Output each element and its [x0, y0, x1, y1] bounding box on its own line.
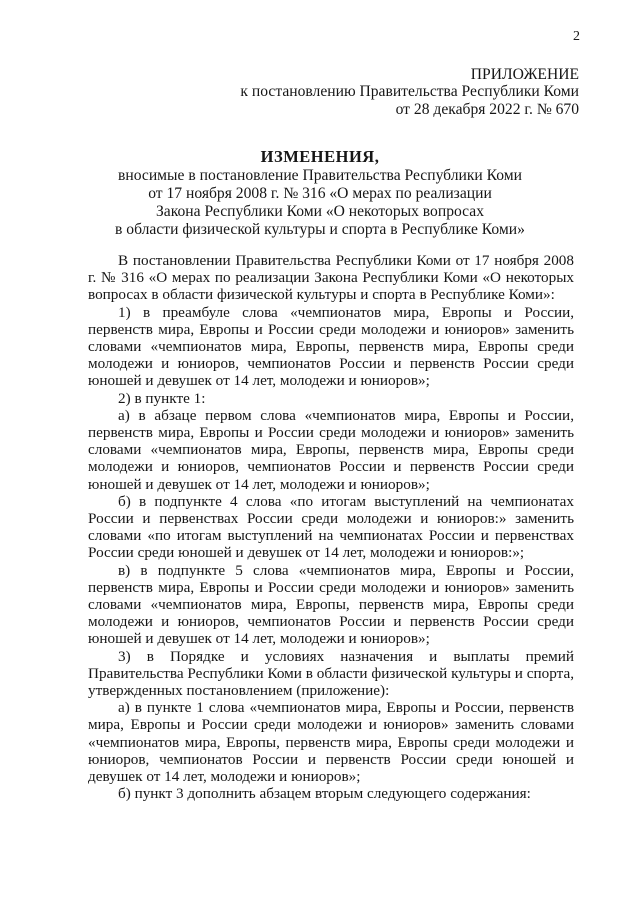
title-line: вносимые в постановление Правительства Республики Коми	[118, 167, 522, 184]
body-paragraph: а) в абзаце первом слова «чемпионатов мира, Европы и России, первенств мира, Европы и России среди молодежи и юниоров» заменить словами «чемпионатов мира, Европы, первенств мира, Европы среди молодежи и юниоров, чемпионатов России и первенств России среди юношей и девушек от 14 лет, молодежи и юниоров»;	[88, 406, 574, 493]
page-number: 2	[573, 29, 580, 44]
title-line: Закона Республики Коми «О некоторых вопросах	[155, 203, 485, 220]
body-paragraph: б) в подпункте 4 слова «по итогам выступлений на чемпионатах России и первенствах России среди молодежи и юниоров:» заменить словами «по итогам выступлений на чемпионатах России и первенствах России среди юношей и девушек от 14 лет, молодежи и юниоров:»;	[88, 492, 574, 562]
document-title	[0, 148, 640, 239]
appendix-line-1: к постановлению Правительства Республики Коми	[240, 83, 579, 101]
appendix-line-2: от 28 декабря 2022 г. № 670	[395, 100, 579, 118]
appendix-label: ПРИЛОЖЕНИЕ	[470, 66, 579, 83]
body-paragraph: б) пункт 3 дополнить абзацем вторым следующего содержания:	[118, 785, 531, 803]
body-paragraph: а) в пункте 1 слова «чемпионатов мира, Европы и России, первенств мира, Европы и России среди молодежи и юниоров» заменить словами «чемпионатов мира, Европы, первенств мира, Европы среди молодежи и юниоров, чемпионатов России и первенств России среди юношей и девушек от 14 лет, молодежи и юниоров»;	[88, 699, 574, 786]
title-line: в области физической культуры и спорта в Республике Коми»	[115, 221, 525, 238]
body-paragraph: 3) в Порядке и условиях назначения и выплаты премий Правительства Республики Коми в области физической культуры и спорта, утвержденных постановлением (приложение):	[88, 647, 574, 700]
body-paragraph: 1) в преамбуле слова «чемпионатов мира, Европы и России, первенств мира, Европы и России среди молодежи и юниоров» заменить словами «чемпионатов мира, Европы, первенств мира, Европы среди молодежи и юниоров, чемпионатов России и первенств России среди юношей и девушек от 14 лет, молодежи и юниоров»;	[88, 303, 574, 390]
title-heading: ИЗМЕНЕНИЯ,	[260, 147, 380, 166]
body-paragraph: В постановлении Правительства Республики Коми от 17 ноября 2008 г. № 316 «О мерах по реализации Закона Республики Коми «О некоторых вопросах в области физической культуры и спорта в Республике Коми»:	[88, 252, 574, 304]
body-paragraph: 2) в пункте 1:	[118, 389, 206, 407]
document-body	[88, 252, 574, 803]
title-line: от 17 ноября 2008 г. № 316 «О мерах по реализации	[148, 185, 492, 202]
body-paragraph: в) в подпункте 5 слова «чемпионатов мира, Европы и России, первенств мира, Европы и России среди молодежи и юниоров» заменить словами «чемпионатов мира, Европы, первенств мира, Европы среди молодежи и юниоров, чемпионатов России и первенств России среди юношей и девушек от 14 лет, молодежи и юниоров»;	[88, 561, 574, 648]
appendix-header	[240, 66, 579, 118]
